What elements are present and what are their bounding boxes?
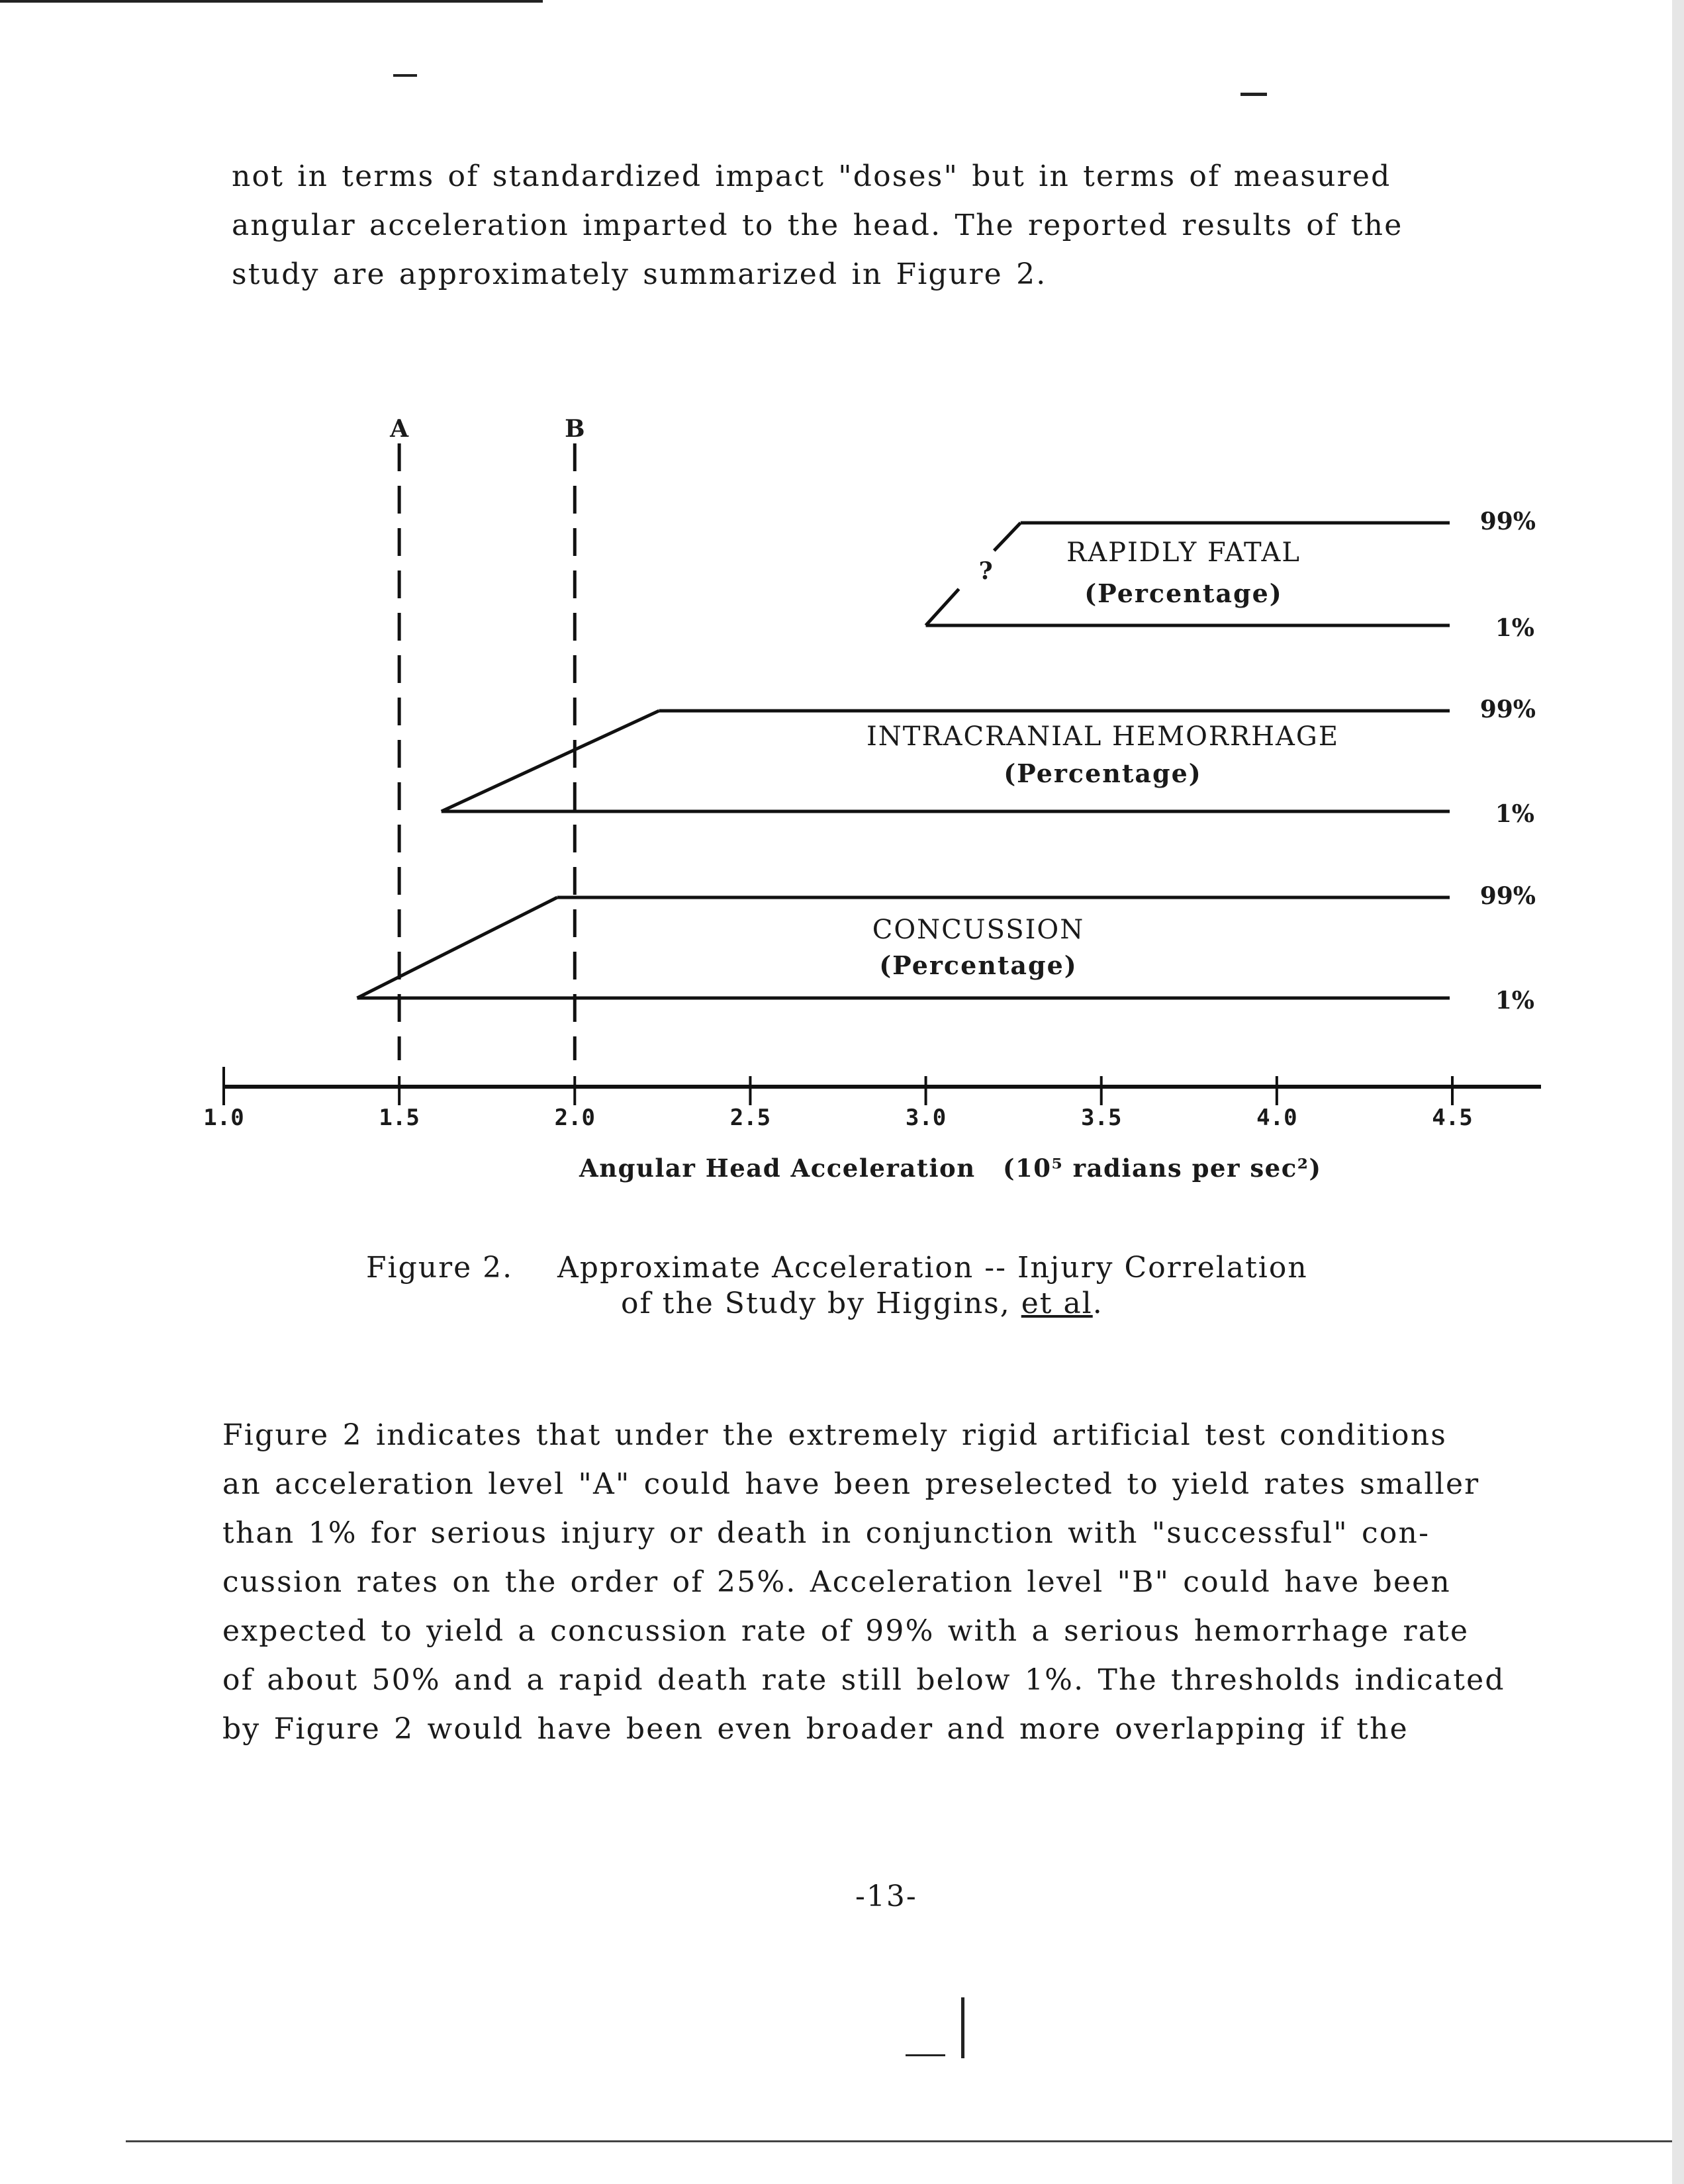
intracranial-hemorrhage-sublabel: (Percentage) <box>1004 758 1202 788</box>
caption-prefix: of the Study by Higgins, <box>621 1287 1021 1320</box>
body-paragraph <box>222 1411 1505 1754</box>
figure-caption-line2 <box>621 1287 1103 1320</box>
text-line: by Figure 2 would have been even broader and more overlapping if the <box>222 1712 1409 1746</box>
reference-label-a: A <box>390 415 409 443</box>
concussion-1pct-label: 1% <box>1495 987 1534 1015</box>
rapidly-fatal-slope <box>926 589 959 625</box>
x-tick-label: 2.5 <box>729 1105 771 1131</box>
text-line: expected to yield a concussion rate of 99% with a serious hemorrhage rate <box>222 1614 1470 1648</box>
intracranial-hemorrhage-slope <box>442 711 659 811</box>
top-rule <box>0 0 543 3</box>
rapidly-fatal-label: RAPIDLY FATAL <box>1066 537 1301 568</box>
concussion-label: CONCUSSION <box>872 915 1085 945</box>
text-line: of about 50% and a rapid death rate still below 1%. The thresholds indicated <box>222 1663 1505 1697</box>
text-line: cussion rates on the order of 25%. Acceleration level "B" could have been <box>222 1565 1451 1599</box>
page-number: -13- <box>855 1880 917 1913</box>
text-line: than 1% for serious injury or death in conjunction with "successful" con- <box>222 1516 1430 1550</box>
x-tick-label: 3.0 <box>905 1105 947 1131</box>
x-tick-label: 1.0 <box>203 1105 244 1131</box>
scan-mark <box>393 74 417 77</box>
text-line: not in terms of standardized impact "doses" but in terms of measured <box>232 159 1391 193</box>
x-axis-units: (10⁵ radians per sec²) <box>1003 1154 1322 1183</box>
concussion-sublabel: (Percentage) <box>879 950 1078 980</box>
text-line: an acceleration level "A" could have been preselected to yield rates smaller <box>222 1467 1480 1501</box>
text-line: Figure 2 indicates that under the extremely rigid artificial test conditions <box>222 1418 1448 1452</box>
intracranial-hemorrhage-99pct-label: 99% <box>1479 696 1536 723</box>
text-line: angular acceleration imparted to the head. The reported results of the <box>232 208 1403 242</box>
x-tick-label: 4.0 <box>1256 1105 1297 1131</box>
rapidly-fatal-slope <box>994 523 1021 551</box>
right-edge <box>1672 0 1684 2184</box>
x-tick-label: 3.5 <box>1081 1105 1122 1131</box>
text-line: study are approximately summarized in Figure 2. <box>232 257 1047 291</box>
x-tick-label: 1.5 <box>379 1105 420 1131</box>
rapidly-fatal-99pct-label: 99% <box>1479 508 1536 535</box>
x-tick-label: 4.5 <box>1432 1105 1473 1131</box>
scan-mark <box>1240 93 1267 96</box>
x-axis-label: Angular Head Acceleration <box>579 1154 976 1183</box>
rapidly-fatal-1pct-label: 1% <box>1495 614 1534 642</box>
figure-caption-number: Figure 2. <box>366 1251 514 1285</box>
caption-emphasis: et al <box>1021 1287 1093 1320</box>
reference-label-b: B <box>565 415 585 443</box>
intracranial-hemorrhage-label: INTRACRANIAL HEMORRHAGE <box>866 721 1340 752</box>
scan-mark <box>906 2054 945 2056</box>
x-tick-label: 2.0 <box>554 1105 595 1131</box>
caption-suffix: . <box>1092 1287 1103 1320</box>
rapidly-fatal-uncertainty: ? <box>978 557 993 585</box>
rapidly-fatal-sublabel: (Percentage) <box>1084 578 1283 608</box>
scan-mark <box>961 1997 964 2058</box>
bottom-rule <box>126 2140 1675 2142</box>
concussion-99pct-label: 99% <box>1479 882 1536 910</box>
figure-caption-line1: Approximate Acceleration -- Injury Correlation <box>557 1251 1308 1285</box>
intracranial-hemorrhage-1pct-label: 1% <box>1495 800 1534 828</box>
concussion-slope <box>357 897 557 998</box>
